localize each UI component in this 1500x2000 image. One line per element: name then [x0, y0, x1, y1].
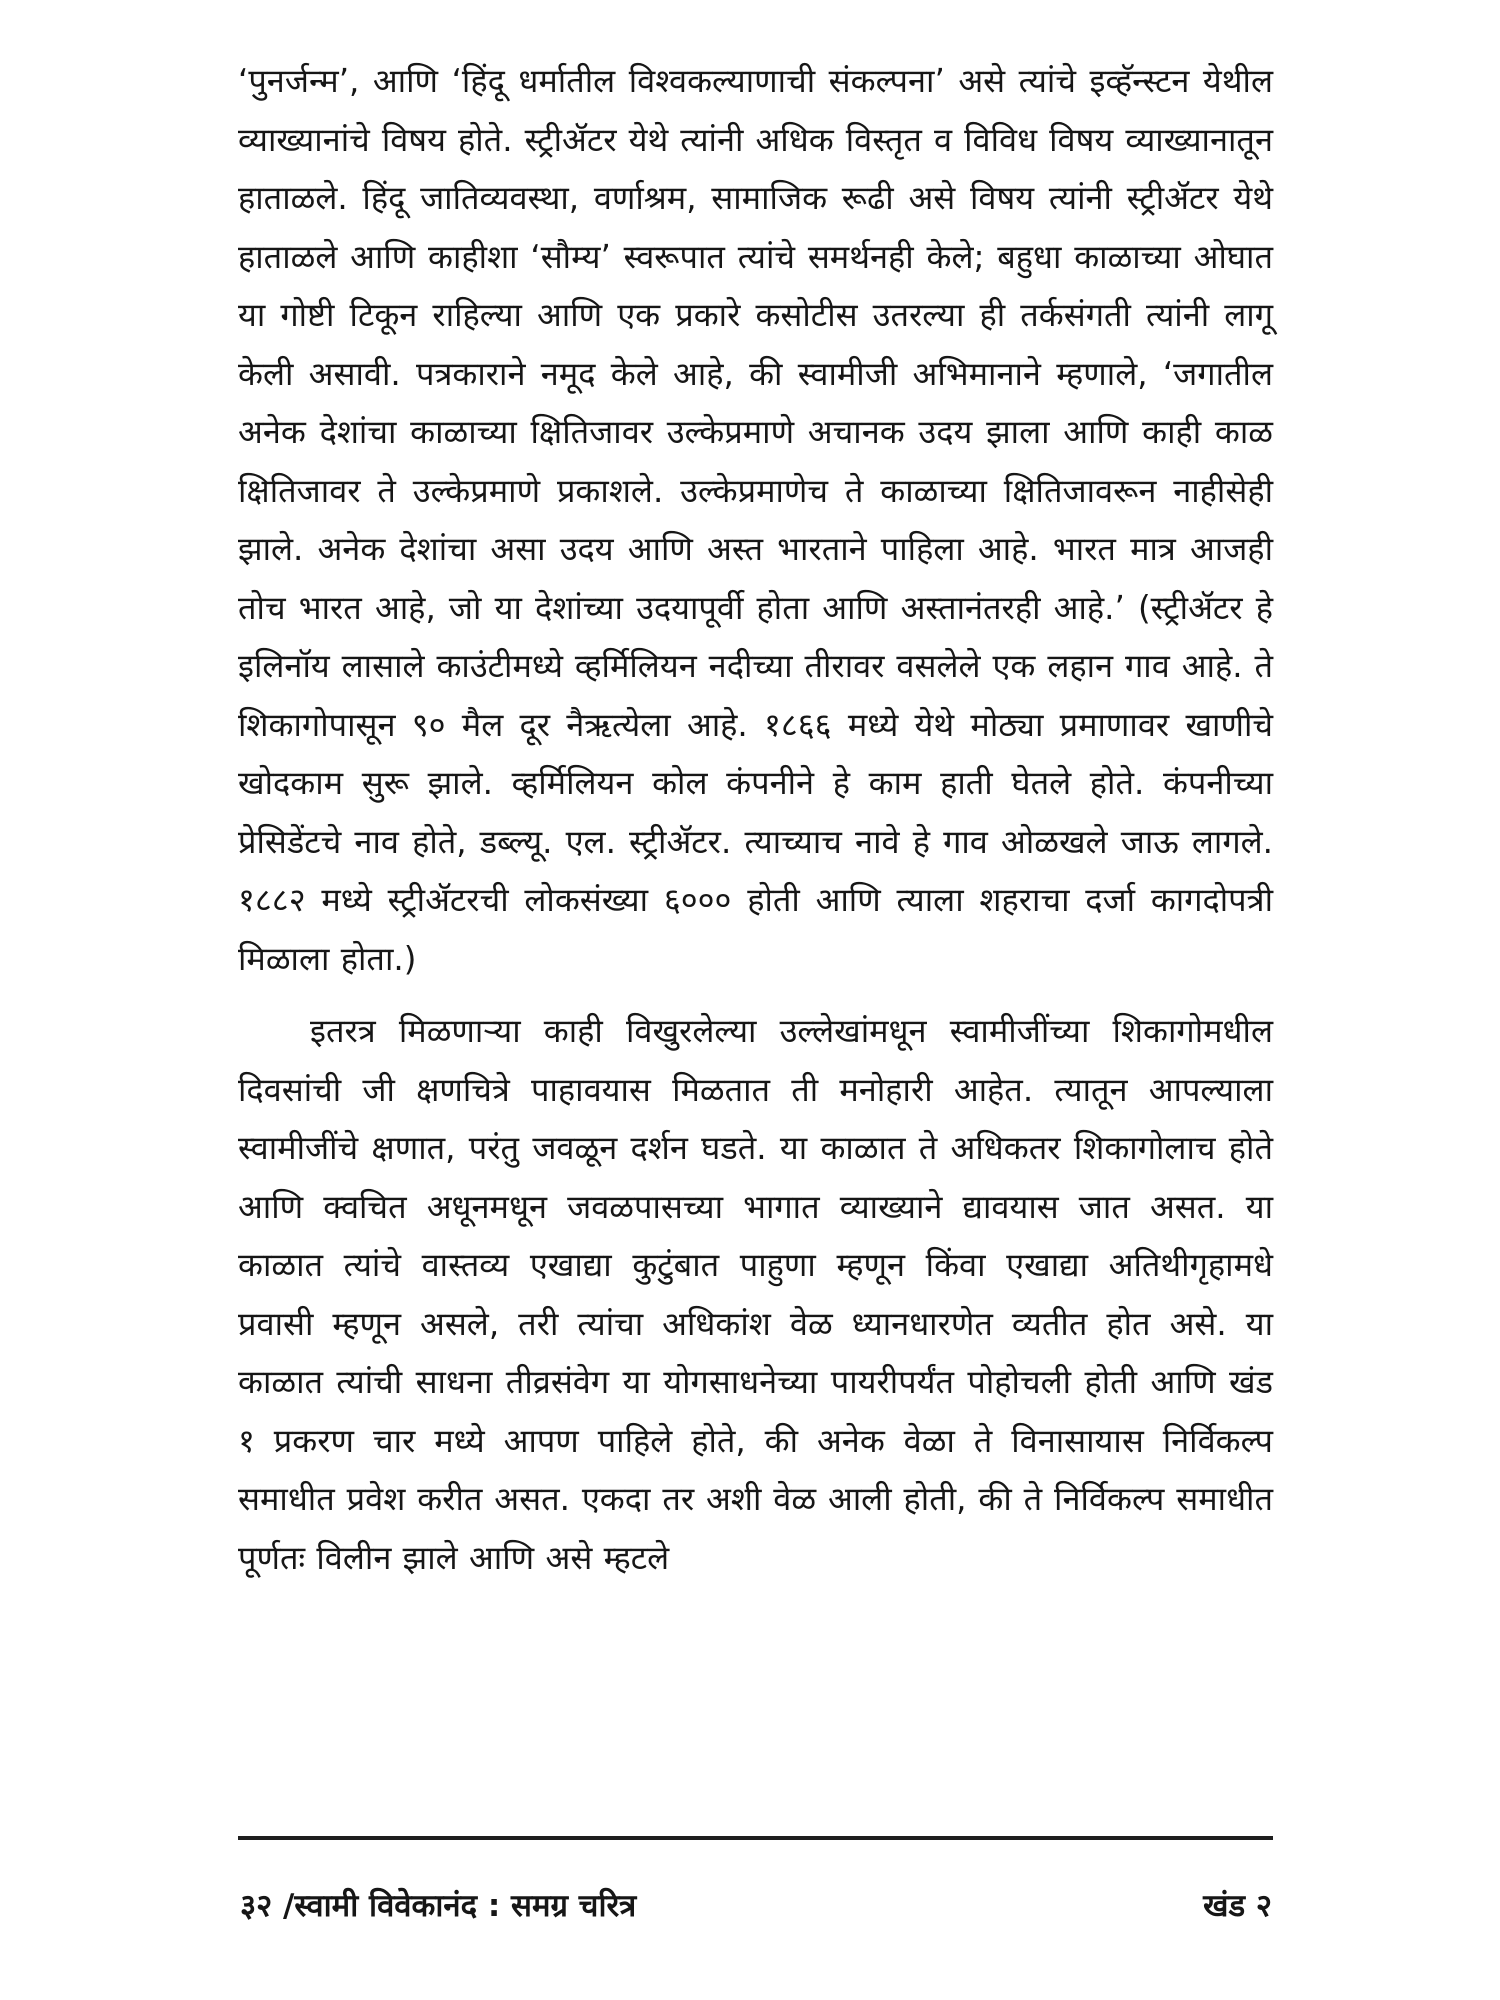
page-footer-title: ३२ /स्वामी विवेकानंद : समग्र चरित्र — [240, 1888, 637, 1924]
body-text — [238, 52, 1273, 1587]
footer-divider — [238, 1836, 1273, 1840]
paragraph-2: इतरत्र मिळणाऱ्या काही विखुरलेल्या उल्लेखांमधून स्वामीजींच्या शिकागोमधील दिवसांची जी क्षणचित्रे पाहावयास मिळतात ती मनोहारी आहेत. त्यातून आपल्याला स्वामीजींचे क्षणात, परंतु जवळून दर्शन घडते. या काळात ते अधिकतर शिकागोलाच होते आणि क्वचित अधूनमधून जवळपासच्या भागात व्याख्याने द्यावयास जात असत. या काळात त्यांचे वास्तव्य एखाद्या कुटुंबात पाहुणा म्हणून किंवा एखाद्या अतिथीगृहामधे प्रवासी म्हणून असले, तरी त्यांचा अधिकांश वेळ ध्यानधारणेत व्यतीत होत असे. या काळात त्यांची साधना तीव्रसंवेग या योगसाधनेच्या पायरीपर्यंत पोहोचली होती आणि खंड १ प्रकरण चार मध्ये आपण पाहिले होते, की अनेक वेळा ते विनासायास निर्विकल्प समाधीत प्रवेश करीत असत. एकदा तर अशी वेळ आली होती, की ते निर्विकल्प समाधीत पूर्णतः विलीन झाले आणि असे म्हटले — [238, 1012, 1273, 1577]
page-footer-volume: खंड २ — [1203, 1888, 1272, 1924]
paragraph-1: ‘पुनर्जन्म’, आणि ‘हिंदू धर्मातील विश्वकल्याणाची संकल्पना’ असे त्यांचे इव्हॅन्स्टन येथील व्याख्यानांचे विषय होते. स्ट्रीॲटर येथे त्यांनी अधिक विस्तृत व विविध विषय व्याख्यानातून हाताळले. हिंदू जातिव्यवस्था, वर्णाश्रम, सामाजिक रूढी असे विषय त्यांनी स्ट्रीॲटर येथे हाताळले आणि काहीशा ‘सौम्य’ स्वरूपात त्यांचे समर्थनही केले; बहुधा काळाच्या ओघात या गोष्टी टिकून राहिल्या आणि एक प्रकारे कसोटीस उतरल्या ही तर्कसंगती त्यांनी लागू केली असावी. पत्रकाराने नमूद केले आहे, की स्वामीजी अभिमानाने म्हणाले, ‘जगातील अनेक देशांचा काळाच्या क्षितिजावर उल्केप्रमाणे अचानक उदय झाला आणि काही काळ क्षितिजावर ते उल्केप्रमाणे प्रकाशले. उल्केप्रमाणेच ते काळाच्या क्षितिजावरून नाहीसेही झाले. अनेक देशांचा असा उदय आणि अस्त भारताने पाहिला आहे. भारत मात्र आजही तोच भारत आहे, जो या देशांच्या उदयापूर्वी होता आणि अस्तानंतरही आहे.’ (स्ट्रीॲटर हे इलिनॉय लासाले काउंटीमध्ये व्हर्मिलियन नदीच्या तीरावर वसलेले एक लहान गाव आहे. ते शिकागोपासून ९० मैल दूर नैऋत्येला आहे. १८६६ मध्ये येथे मोठ्या प्रमाणावर खाणीचे खोदकाम सुरू झाले. व्हर्मिलियन कोल कंपनीने हे काम हाती घेतले होते. कंपनीच्या प्रेसिडेंटचे नाव होते, डब्ल्यू. एल. स्ट्रीॲटर. त्याच्याच नावे हे गाव ओळखले जाऊ लागले. १८८२ मध्ये स्ट्रीॲटरची लोकसंख्या ६००० होती आणि त्याला शहराचा दर्जा कागदोपत्री मिळाला होता.) — [238, 62, 1273, 978]
